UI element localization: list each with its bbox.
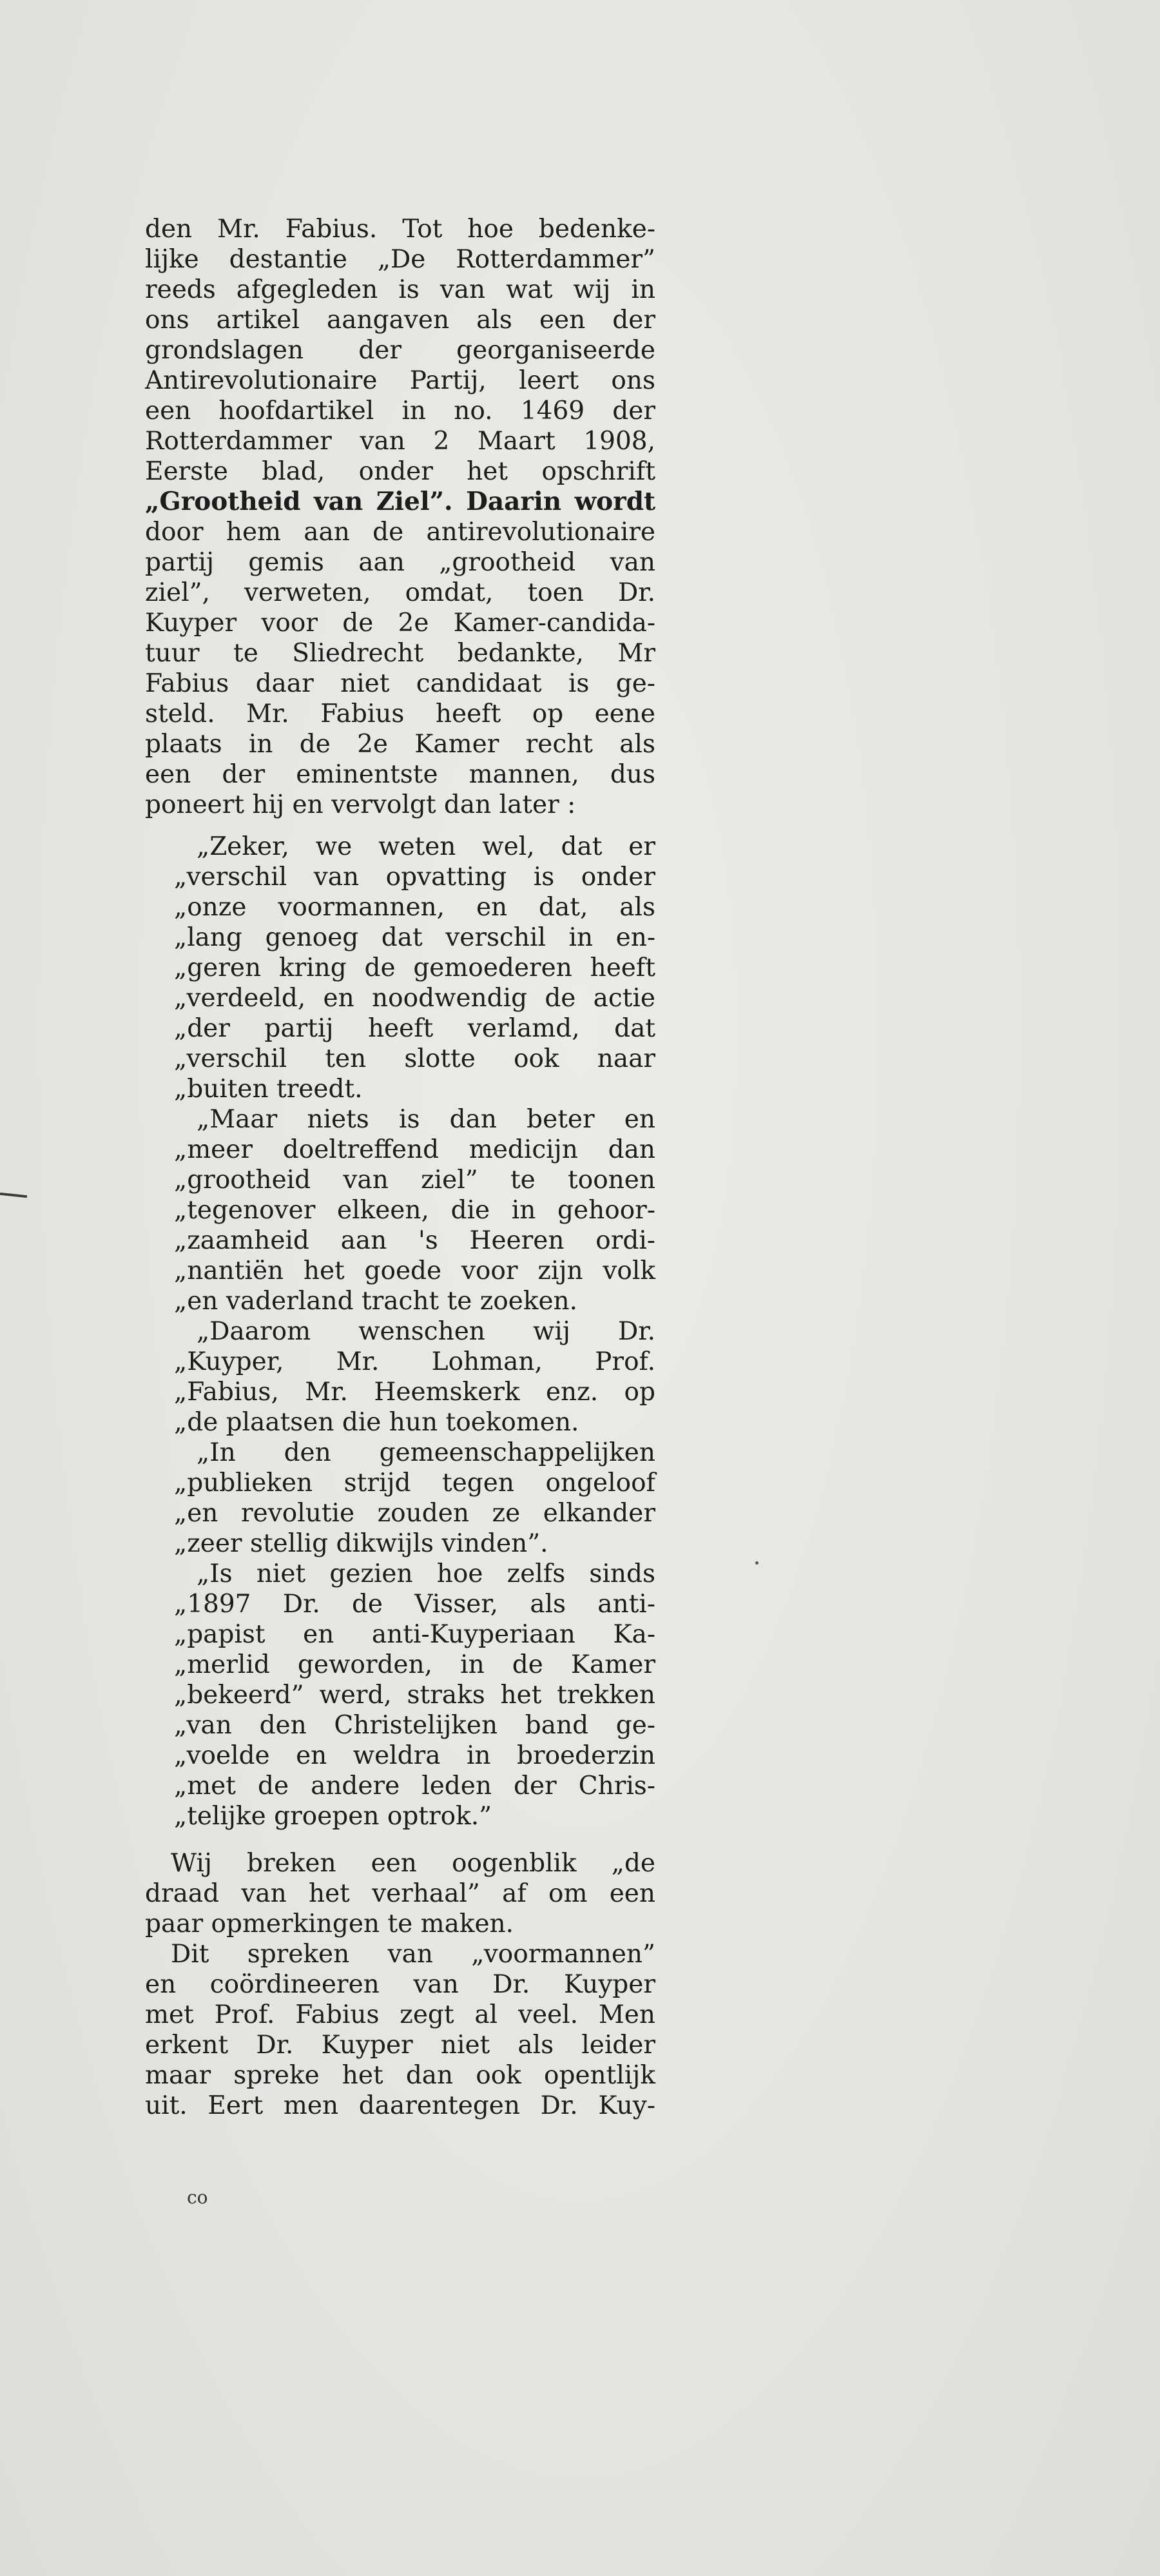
text-line: poneert hij en vervolgt dan later : [145,790,576,819]
text-line: lijke destantie „De Rotterdammer” [145,245,655,274]
quote-line: „en vaderland tracht te zoeken. [174,1287,578,1316]
text-line: grondslagen der georganiseerde [145,336,655,365]
quote-line: „meer doeltreffend medicijn dan [174,1135,655,1164]
text-line: Fabius daar niet candidaat is ge- [145,669,655,698]
text-line: paar opmerkingen te maken. [145,1909,514,1938]
quote-line: „verschil van opvatting is onder [174,863,655,892]
quote-line: „geren kring de gemoederen heeft [174,953,655,982]
quote-line: „Kuyper, Mr. Lohman, Prof. [174,1347,655,1376]
text-line: Dit spreken van „voormannen” [171,1940,655,1969]
page-marker: co [187,2187,208,2208]
text-line: Kuyper voor de 2e Kamer-candida- [145,609,655,638]
text-line: partij gemis aan „grootheid van [145,548,655,577]
quote-line: „Is niet gezien hoe zelfs sinds [197,1559,655,1588]
quote-line: „telijke groepen optrok.” [174,1802,492,1831]
text-line: een der eminentste mannen, dus [145,760,655,789]
quote-line: „met de andere leden der Chris- [174,1771,655,1800]
quote-line: „tegenover elkeen, die in gehoor- [174,1196,655,1225]
quote-line: „buiten treedt. [174,1075,363,1104]
quote-line: „grootheid van ziel” te toonen [174,1166,655,1195]
paragraph-remarks [145,1939,655,2121]
text-line: reeds afgegleden is van wat wij in [145,275,655,304]
quote-line: „en revolutie zouden ze elkander [174,1499,655,1528]
quote-line: „verschil ten slotte ook naar [174,1044,655,1073]
quote-line: „Zeker, we weten wel, dat er [197,832,655,861]
paragraph-intro [145,214,655,820]
text-line: Rotterdammer van 2 Maart 1908, [145,427,655,456]
quote-line: „1897 Dr. de Visser, als anti- [174,1590,655,1619]
scan-speck [755,1561,759,1565]
quote-line: „papist en anti-Kuyperiaan Ka- [174,1620,655,1649]
text-column [145,214,655,2121]
quote-line: „Maar niets is dan beter en [197,1105,655,1134]
text-line: uit. Eert men daarentegen Dr. Kuy- [145,2091,655,2120]
text-line: erkent Dr. Kuyper niet als leider [145,2031,655,2060]
text-line: ons artikel aangaven als een der [145,306,655,335]
text-line: draad van het verhaal” af om een [145,1879,655,1908]
quote-line: „de plaatsen die hun toekomen. [174,1408,579,1437]
text-line: ziel”, verweten, omdat, toen Dr. [145,578,655,607]
quote-line: „Daarom wenschen wij Dr. [197,1317,655,1346]
text-line: met Prof. Fabius zegt al veel. Men [145,2000,655,2029]
text-line: tuur te Sliedrecht bedankte, Mr [145,639,655,668]
quote-line: „onze voormannen, en dat, als [174,893,655,922]
quote-line: „voelde en weldra in broederzin [174,1741,655,1770]
paragraph-interlude [145,1848,655,1939]
quote-line: „lang genoeg dat verschil in en- [174,923,655,952]
text-line: en coördineeren van Dr. Kuyper [145,1970,655,1999]
quote-line: „van den Christelijken band ge- [174,1711,655,1740]
text-line: Wij breken een oogenblik „de [171,1849,655,1878]
text-line: Antirevolutionaire Partij, leert ons [145,366,655,395]
quote-line: „publieken strijd tegen ongeloof [174,1469,655,1498]
text-line-heading: „Grootheid van Ziel”. Daarin wordt [145,487,655,516]
quote-line: „verdeeld, en noodwendig de actie [174,984,655,1013]
quote-line: „nantiën het goede voor zijn volk [174,1256,655,1285]
quote-line: „merlid geworden, in de Kamer [174,1650,655,1679]
quote-line-emphasis: „bekeerd” werd, straks het trekken [174,1681,655,1710]
text-line: Eerste blad, onder het opschrift [145,457,655,486]
quote-line: „der partij heeft verlamd, dat [174,1014,655,1043]
margin-mark [0,1193,27,1198]
block-quote [145,832,655,1831]
quote-line: „zaamheid aan 's Heeren ordi- [174,1226,655,1255]
quote-line: „In den gemeenschappelijken [197,1438,655,1467]
text-line: maar spreke het dan ook opentlijk [145,2061,655,2090]
quote-line: „zeer stellig dikwijls vinden”. [174,1529,548,1558]
text-line: plaats in de 2e Kamer recht als [145,730,655,759]
text-line: een hoofdartikel in no. 1469 der [145,396,655,425]
text-line: door hem aan de antirevolutionaire [145,518,655,547]
quote-line: „Fabius, Mr. Heemskerk enz. op [174,1378,655,1407]
text-line: steld. Mr. Fabius heeft op eene [145,699,655,728]
text-line: den Mr. Fabius. Tot hoe bedenke- [145,215,655,244]
